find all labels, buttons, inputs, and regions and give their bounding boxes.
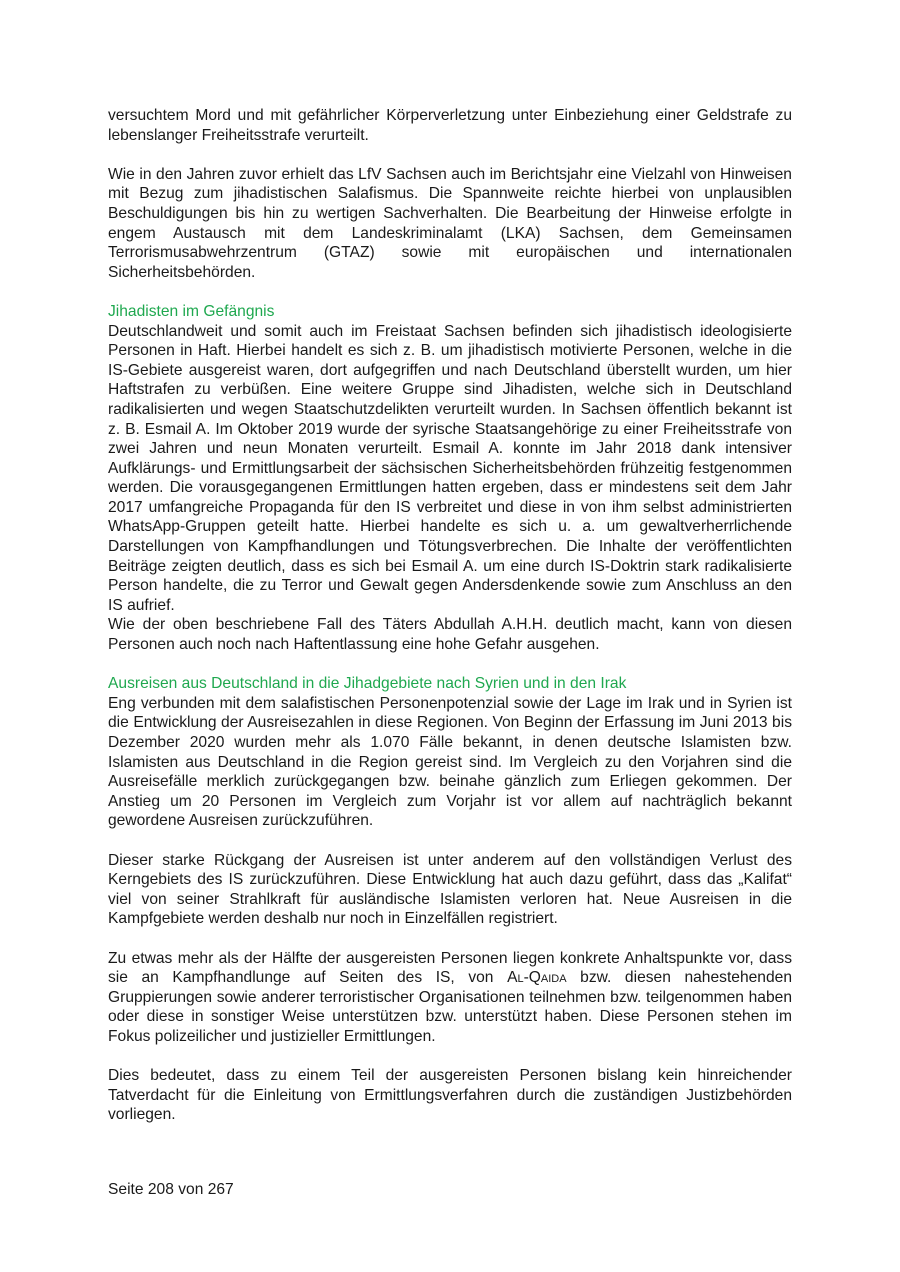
section-heading-jihadisten-im-gefaengnis: Jihadisten im Gefängnis	[108, 302, 275, 320]
paragraph-hinweise: Wie in den Jahren zuvor erhielt das LfV Sachsen auch im Berichtsjahr eine Vielzahl von Hinweisen mit Bezug zum jihadistischen Salafismus. Die Spannweite reichte hierbei von unplausiblen Beschuldigungen bis hin zu wertigen Sachverhalten. Die Bearbeitung der Hinweise erfolgte in engem Austausch mit dem Landeskriminalamt (LKA) Sachsen, dem Gemeinsamen Terrorismusabwehrzentrum (GTAZ) sowie mit europäischen und internationalen Sicherheitsbehörden.	[108, 165, 792, 281]
paragraph-rueckgang: Dieser starke Rückgang der Ausreisen ist unter anderem auf den vollständigen Verlust des Kerngebiets des IS zurückzuführen. Diese Entwicklung hat auch dazu geführt, dass das „Kalifat“ viel von seiner Strahlkraft für ausländische Islamisten verloren hat. Neue Ausreisen in die Kampfgebiete werden deshalb nur noch in Einzelfällen registriert.	[108, 851, 792, 928]
paragraph-kampfhandlungen-start: Zu etwas mehr als der Hälfte der ausgereisten Personen liegen konkrete Anhaltspunkte vor, dass sie an Kampfhandlunge auf Seiten des IS, von	[108, 949, 792, 987]
paragraph-ausreisezahlen: Eng verbunden mit dem salafistischen Personenpotenzial sowie der Lage im Irak und in Syrien ist die Entwicklung der Ausreisezahlen in diese Regionen. Von Beginn der Erfassung im Juni 2013 bis Dezember 2020 wurden mehr als 1.070 Fälle bekannt, in denen deutsche Islamisten bzw. Islamisten aus Deutschland in die Region gereist sind. Im Vergleich zu den Vorjahren sind die Ausreisefälle merklich zurückgegangen bzw. beinahe gänzlich zum Erliegen gekommen. Der Anstieg um 20 Personen im Vergleich zum Vorjahr ist vor allem auf nachträglich bekannt gewordene Ausreisen zurückzuführen.	[108, 694, 792, 830]
page-number: Seite 208 von 267	[108, 1181, 234, 1198]
paragraph-tatverdacht: Dies bedeutet, dass zu einem Teil der ausgereisten Personen bislang kein hinreichender Tatverdacht für die Einleitung von Ermittlungsverfahren durch die zuständigen Justizbehörden vorliegen.	[108, 1067, 792, 1124]
section-heading-ausreisen: Ausreisen aus Deutschland in die Jihadgebiete nach Syrien und in den Irak	[108, 675, 627, 693]
paragraph-sentence-end: versuchtem Mord und mit gefährlicher Körperverletzung unter Einbeziehung einer Geldstrafe zu lebenslanger Freiheitsstrafe verurteilt.	[108, 107, 792, 144]
paragraph-haftentlassung: Wie der oben beschriebene Fall des Täters Abdullah A.H.H. deutlich macht, kann von diesen Personen auch noch nach Haftentlassung eine hohe Gefahr ausgehen.	[108, 616, 792, 654]
paragraph-haft: Deutschlandweit und somit auch im Freistaat Sachsen befinden sich jihadistisch ideologisierte Personen in Haft. Hierbei handelt es sich z. B. um jihadistisch motivierte Personen, welche in die IS-Gebiete ausgereist waren, dort aufgegriffen und nach Deutschland überstellt wurden, um hier Haftstrafen zu verbüßen. Eine weitere Gruppe sind Jihadisten, welche sich in Deutschland radikalisierten und wegen Staatschutzdelikten verurteilt wurden. In Sachsen öffentlich bekannt ist z. B. Esmail A. Im Oktober 2019 wurde der syrische Staatsangehörige zu einer Freiheitsstrafe von zwei Jahren und neun Monaten verurteilt. Esmail A. konnte im Jahr 2018 dank intensiver Aufklärungs- und Ermittlungsarbeit der sächsischen Sicherheitsbehörden frühzeitig festgenommen werden. Die vorausgegangenen Ermittlungen hatten ergeben, dass er mindestens seit dem Jahr 2017 umfangreiche Propaganda für den IS verbreitet und diese in von ihm selbst administrierten WhatsApp-Gruppen geteilt hatte. Hierbei handelte es sich u. a. um gewaltverherrlichende Darstellungen von Kampfhandlungen und Tötungsverbrechen. Die Inhalte der veröffentlichten Beiträge zeigten deutlich, dass es sich bei Esmail A. um eine durch IS-Doktrin stark radikalisierte Person handelte, die zu Terror und Gewalt gegen Andersdenkende sowie zum Anschluss an den IS aufrief.	[108, 322, 792, 614]
paragraph-kampfhandlungen-end: bzw. diesen nahestehenden Gruppierungen sowie anderer terroristischer Organisationen teilnehmen bzw. teilgenommen haben oder diese in sonstiger Weise unterstützen bzw. unterstützt haben. Diese Personen stehen im Fokus polizeilicher und justizieller Ermittlungen.	[108, 969, 792, 1045]
page-body	[108, 106, 792, 1125]
organisation-name: Al-Qaida	[507, 969, 567, 987]
paragraph-kampfhandlungen	[108, 949, 792, 1047]
